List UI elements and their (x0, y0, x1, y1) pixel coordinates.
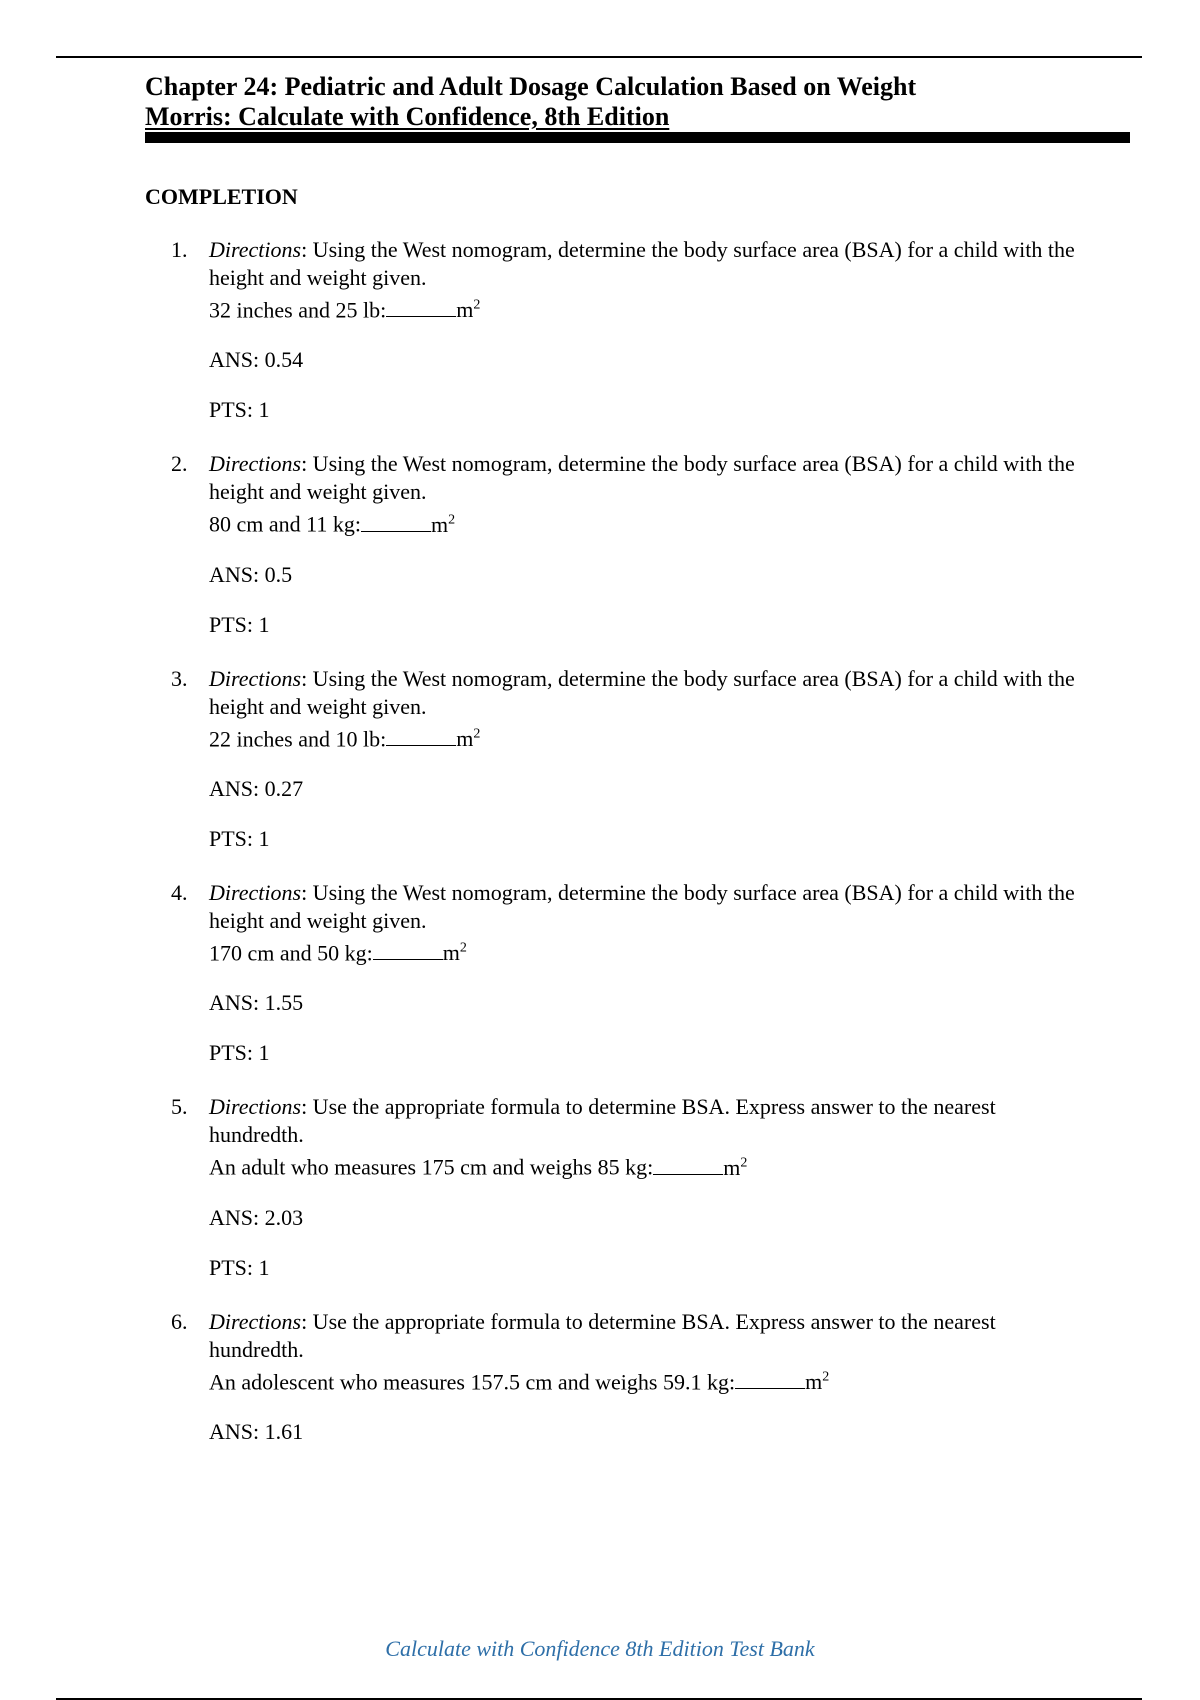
answer: ANS: 1.55 (209, 990, 304, 1016)
directions-text: : Use the appropriate formula to determine BSA. Express answer to the nearest hundredth. (209, 1308, 996, 1362)
question-number: 1. (171, 237, 188, 262)
unit: $m^2$ (430, 511, 456, 537)
question-prompt: An adolescent who measures 157.5 cm and weighs 59.1 kg: (209, 1368, 736, 1394)
question-body (209, 1308, 1085, 1396)
answer-blank (735, 1368, 805, 1389)
question-item (145, 1308, 1085, 1446)
answer: ANS: 0.5 (209, 561, 293, 587)
points: PTS: 1 (209, 1254, 270, 1280)
question-prompt: 32 inches and 25 lb: (209, 297, 387, 323)
directions-label: Directions (209, 879, 302, 905)
question-prompt: 22 inches and 10 lb: (209, 725, 387, 751)
directions-label: Directions (209, 237, 302, 262)
unit: $m^2$ (805, 1368, 830, 1394)
points: PTS: 1 (209, 397, 270, 423)
document-header (145, 72, 1130, 132)
directions-text: : Using the West nomogram, determine the body surface area (BSA) for a child with the height and weight given. (209, 879, 1075, 933)
question-item (145, 1093, 1085, 1281)
question-body (209, 665, 1085, 753)
book-subtitle: Morris: Calculate with Confidence, 8th Edition (145, 102, 670, 131)
answer: ANS: 0.27 (209, 775, 304, 801)
question-number: 5. (171, 1094, 188, 1120)
question-number: 2. (171, 451, 188, 477)
question-number: 6. (171, 1308, 188, 1334)
question-prompt: 170 cm and 50 kg: (209, 940, 373, 966)
question-item (145, 879, 1085, 1067)
points: PTS: 1 (209, 825, 270, 851)
question-prompt: 80 cm and 11 kg: (209, 511, 361, 537)
answer: ANS: 0.54 (209, 347, 304, 373)
directions-label: Directions (209, 1094, 302, 1120)
question-item (145, 665, 1085, 853)
directions-text: : Use the appropriate formula to determine BSA. Express answer to the nearest hundredth. (209, 1094, 996, 1148)
answer: ANS: 1.61 (209, 1418, 304, 1444)
answer: ANS: 2.03 (209, 1204, 304, 1230)
answer-blank (653, 1154, 723, 1175)
question-body (209, 236, 1085, 324)
question-body (209, 450, 1085, 538)
directions-text: : Using the West nomogram, determine the body surface area (BSA) for a child with the height and weight given. (209, 451, 1075, 505)
unit: $m^2$ (442, 940, 467, 966)
question-prompt: An adult who measures 175 cm and weighs 85 kg: (209, 1154, 654, 1180)
question-item (145, 450, 1085, 638)
points: PTS: 1 (209, 1040, 270, 1066)
points: PTS: 1 (209, 611, 270, 637)
directions-label: Directions (209, 665, 302, 691)
answer-blank (386, 725, 456, 746)
question-number: 4. (171, 879, 188, 905)
answer-blank (361, 511, 431, 532)
question-number: 3. (171, 665, 188, 691)
directions-text: : Using the West nomogram, determine the body surface area (BSA) for a child with the height and weight given. (209, 237, 1075, 290)
directions-label: Directions (209, 1308, 302, 1334)
title-bar (145, 132, 1130, 143)
unit: $m^2$ (456, 725, 481, 751)
section-heading: COMPLETION (145, 184, 298, 209)
question-item (145, 236, 1085, 424)
unit: $m^2$ (723, 1154, 748, 1180)
answer-blank (373, 939, 443, 960)
directions-text: : Using the West nomogram, determine the body surface area (BSA) for a child with the height and weight given. (209, 665, 1075, 719)
answer-blank (386, 296, 456, 317)
question-body (209, 879, 1085, 967)
question-body (209, 1093, 1085, 1181)
question-list (145, 236, 1085, 1472)
chapter-title: Chapter 24: Pediatric and Adult Dosage Calculation Based on Weight (145, 72, 917, 101)
top-rule (56, 56, 1142, 58)
unit: $m^2$ (456, 297, 481, 323)
footer-text: Calculate with Confidence 8th Edition Test Bank (385, 1636, 815, 1661)
directions-label: Directions (209, 451, 302, 477)
